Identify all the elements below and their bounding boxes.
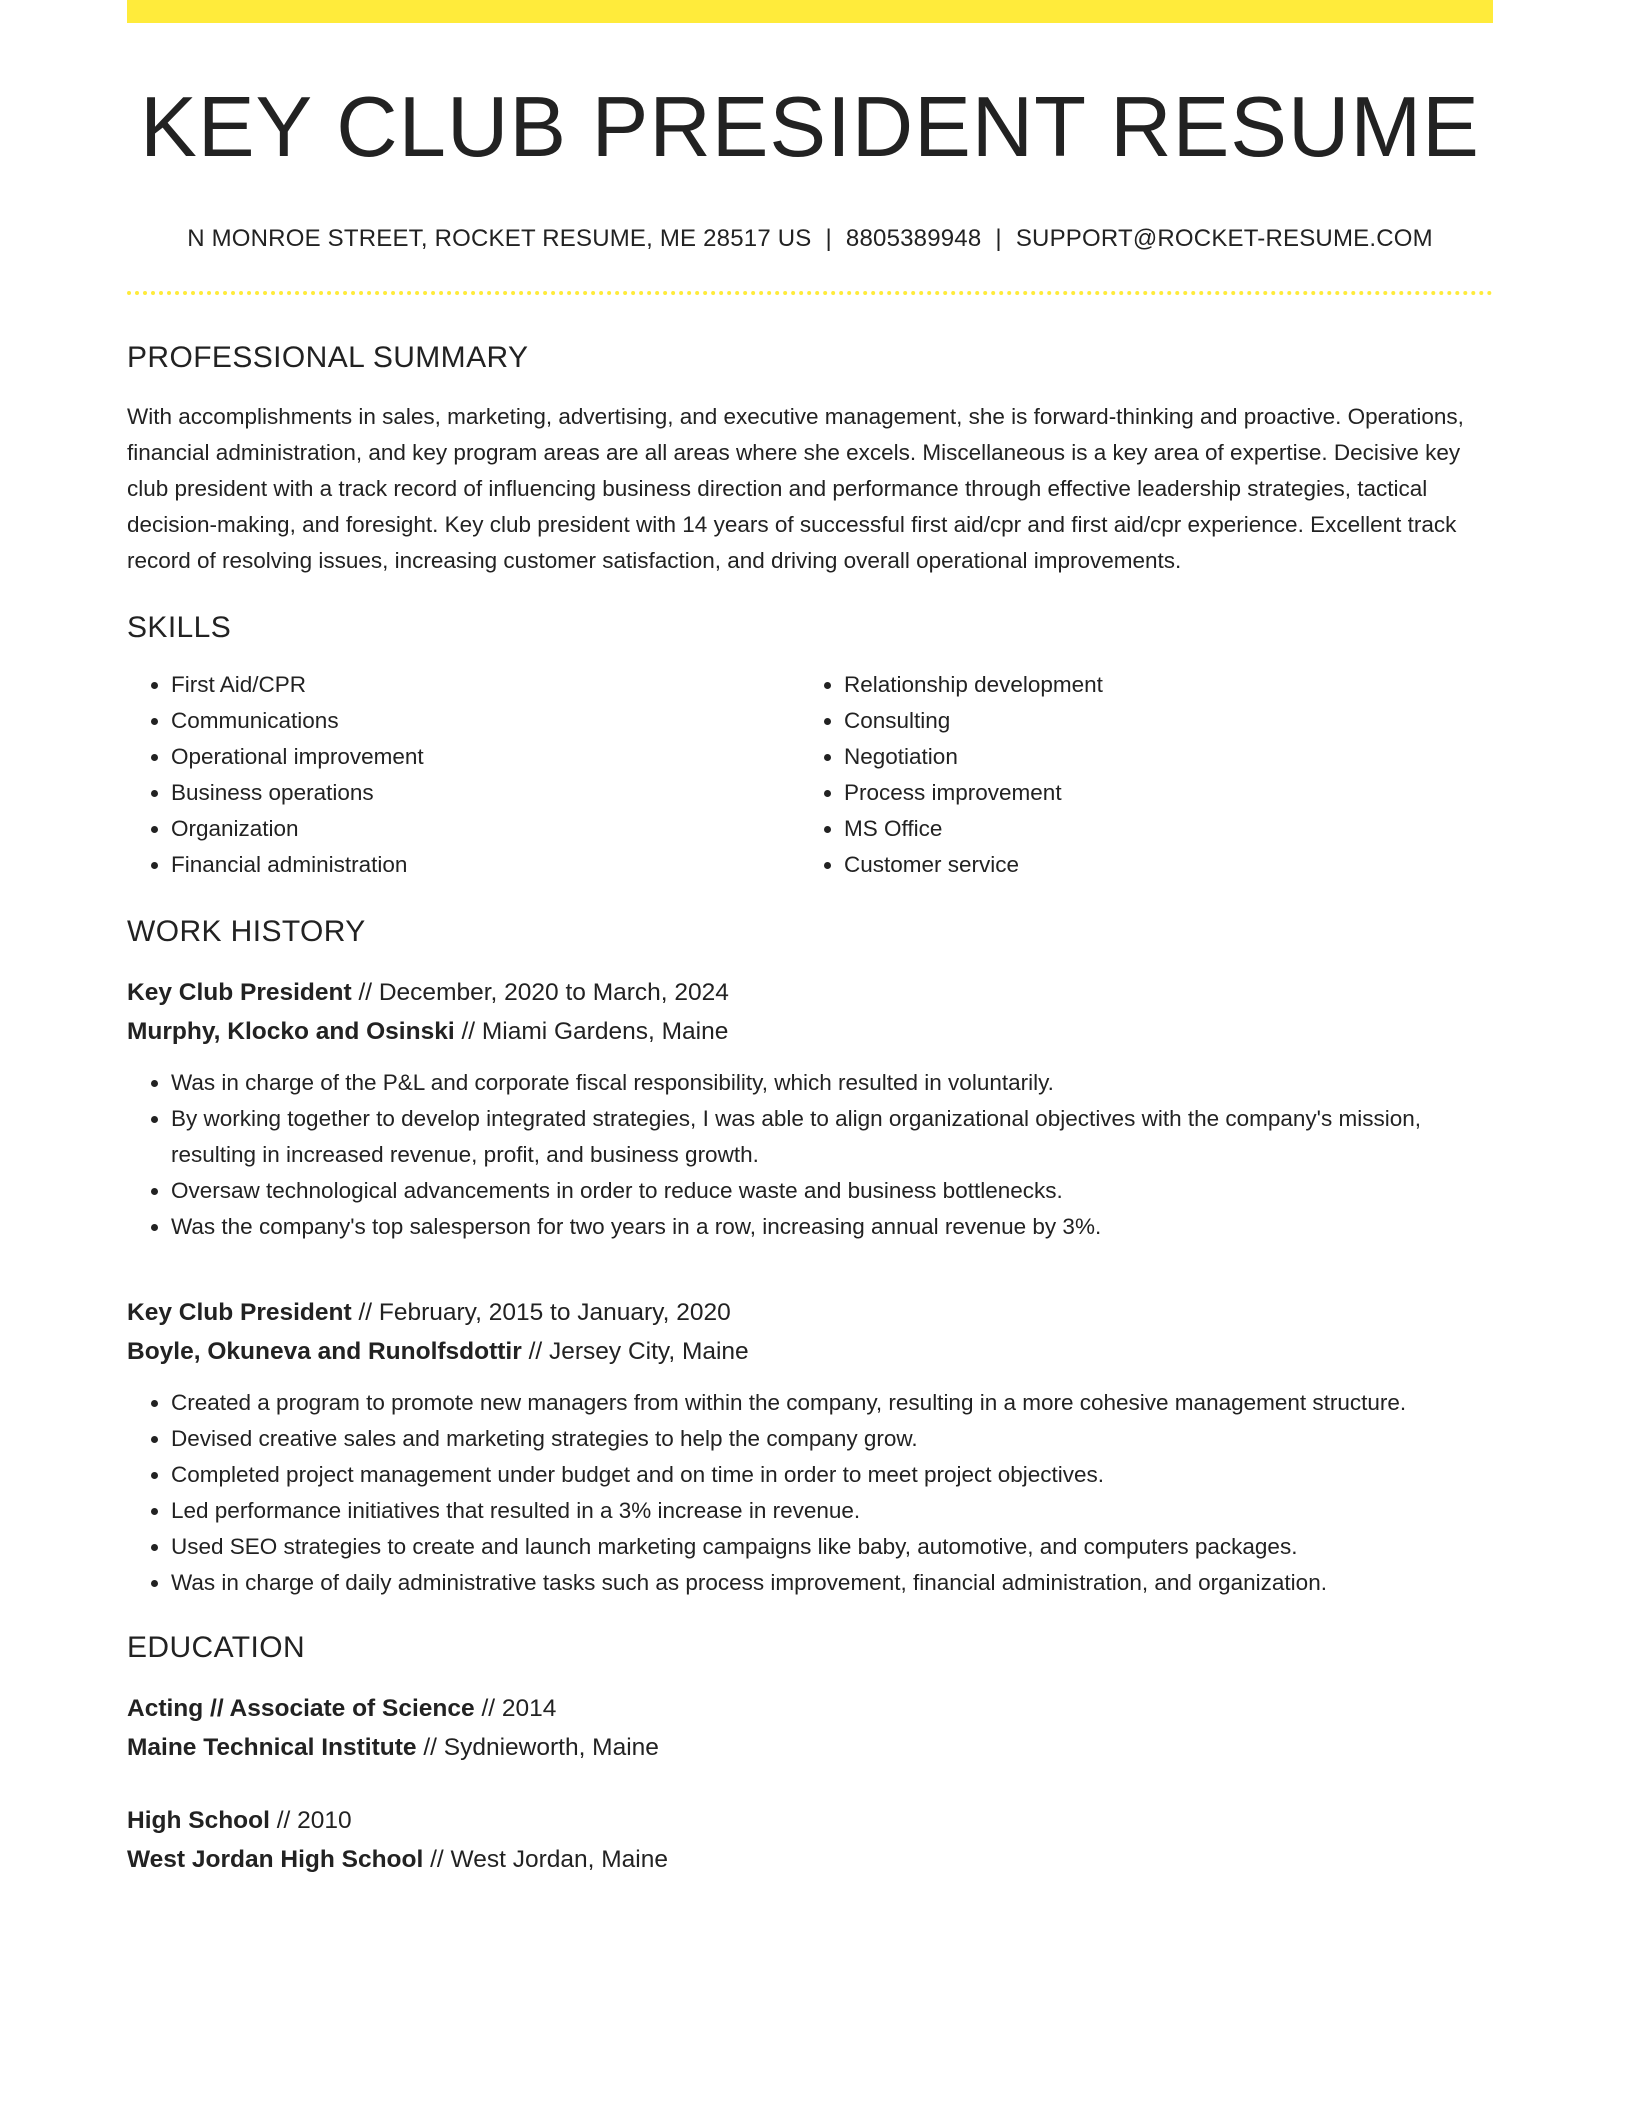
contact-address: N MONROE STREET, ROCKET RESUME, ME 28517 US — [187, 224, 812, 252]
skill-item: • MS Office — [844, 811, 1473, 847]
skill-item: • Customer service — [844, 847, 1473, 883]
section-title-skills: SKILLS — [127, 610, 232, 644]
job-role-line — [127, 973, 1493, 1012]
job-bullet: • Led performance initiatives that resulted in a 3% increase in revenue. — [171, 1493, 1493, 1529]
job-dates: // December, 2020 to March, 2024 — [351, 978, 729, 1006]
skill-item: • Process improvement — [844, 775, 1473, 811]
job-bullet: • Completed project management under budget and on time in order to meet project objectives. — [171, 1457, 1493, 1493]
job-bullet: • Was in charge of the P&L and corporate fiscal responsibility, which resulted in voluntarily. — [171, 1065, 1493, 1101]
job-bullet: • Was the company's top salesperson for two years in a row, increasing annual revenue by 3%. — [171, 1209, 1493, 1245]
section-title-summary: PROFESSIONAL SUMMARY — [127, 340, 529, 374]
job-entry — [127, 973, 1493, 1245]
section-title-work-history: WORK HISTORY — [127, 914, 366, 948]
job-bullet: • Devised creative sales and marketing strategies to help the company grow. — [171, 1421, 1493, 1457]
education-entry — [127, 1801, 1493, 1879]
job-location: // Miami Gardens, Maine — [454, 1017, 729, 1045]
contact-phone: 8805389948 — [845, 224, 982, 252]
education-entry — [127, 1689, 1493, 1767]
education-school-line — [127, 1728, 1493, 1767]
skill-item: • Organization — [171, 811, 800, 847]
contact-email: SUPPORT@ROCKET-RESUME.COM — [1015, 224, 1433, 252]
job-bullet: • Created a program to promote new managers from within the company, resulting in a more cohesive management structure. — [171, 1385, 1493, 1421]
skill-item: • Communications — [171, 703, 800, 739]
job-company: Boyle, Okuneva and Runolfsdottir — [127, 1337, 522, 1365]
education-school: Maine Technical Institute — [127, 1733, 417, 1761]
education-degree: Acting // Associate of Science — [127, 1694, 475, 1722]
education-degree-line — [127, 1801, 1493, 1840]
accent-top-bar — [127, 0, 1493, 23]
skill-item: • Relationship development — [844, 667, 1473, 703]
job-company-line — [127, 1332, 1493, 1371]
job-company: Murphy, Klocko and Osinski — [127, 1017, 455, 1045]
skills-list — [127, 667, 1493, 883]
job-role-line — [127, 1293, 1493, 1332]
job-role: Key Club President — [127, 978, 352, 1006]
skill-item: • Operational improvement — [171, 739, 800, 775]
contact-separator: | — [995, 224, 1002, 252]
contact-separator: | — [825, 224, 832, 252]
job-bullet: • Used SEO strategies to create and launch marketing campaigns like baby, automotive, and computers packages. — [171, 1529, 1493, 1565]
job-role: Key Club President — [127, 1298, 352, 1326]
education-location: // West Jordan, Maine — [423, 1845, 668, 1873]
skills-column-left — [127, 667, 800, 883]
education-degree-line — [127, 1689, 1493, 1728]
resume-title: KEY CLUB PRESIDENT RESUME — [140, 80, 1480, 175]
job-dates: // February, 2015 to January, 2020 — [351, 1298, 731, 1326]
section-title-education: EDUCATION — [127, 1630, 306, 1664]
skill-item: • Negotiation — [844, 739, 1473, 775]
job-entry — [127, 1293, 1493, 1601]
job-location: // Jersey City, Maine — [521, 1337, 749, 1365]
resume-page — [127, 0, 1493, 1879]
skill-item: • First Aid/CPR — [171, 667, 800, 703]
job-company-line — [127, 1012, 1493, 1051]
education-year: // 2010 — [269, 1806, 352, 1834]
job-bullets — [127, 1065, 1493, 1245]
job-bullet: • By working together to develop integrated strategies, I was able to align organizational objectives with the company's mission, resulting in increased revenue, profit, and business growth. — [171, 1101, 1493, 1173]
job-bullet: • Oversaw technological advancements in order to reduce waste and business bottlenecks. — [171, 1173, 1493, 1209]
skill-item: • Financial administration — [171, 847, 800, 883]
education-school-line — [127, 1840, 1493, 1879]
job-bullet: • Was in charge of daily administrative tasks such as process improvement, financial administration, and organization. — [171, 1565, 1493, 1601]
education-year: // 2014 — [474, 1694, 557, 1722]
skill-item: • Business operations — [171, 775, 800, 811]
contact-line — [127, 225, 1493, 253]
skills-column-right — [800, 667, 1473, 883]
skill-item: • Consulting — [844, 703, 1473, 739]
education-location: // Sydnieworth, Maine — [416, 1733, 659, 1761]
dotted-divider — [127, 291, 1493, 295]
summary-text: With accomplishments in sales, marketing, advertising, and executive management, she is forward-thinking and proactive. Operations, financial administration, and key program areas are all areas where she excels. Miscellaneous is a key area of expertise. Decisive key club president with a track record of influencing business direction and performance through effective leadership strategies, tactical decision-making, and foresight. Key club president with 14 years of successful first aid/cpr and first aid/cpr experience. Excellent track record of resolving issues, increasing customer satisfaction, and driving overall operational improvements. — [127, 403, 1464, 573]
job-bullets — [127, 1385, 1493, 1601]
education-school: West Jordan High School — [127, 1845, 424, 1873]
education-degree: High School — [127, 1806, 270, 1834]
